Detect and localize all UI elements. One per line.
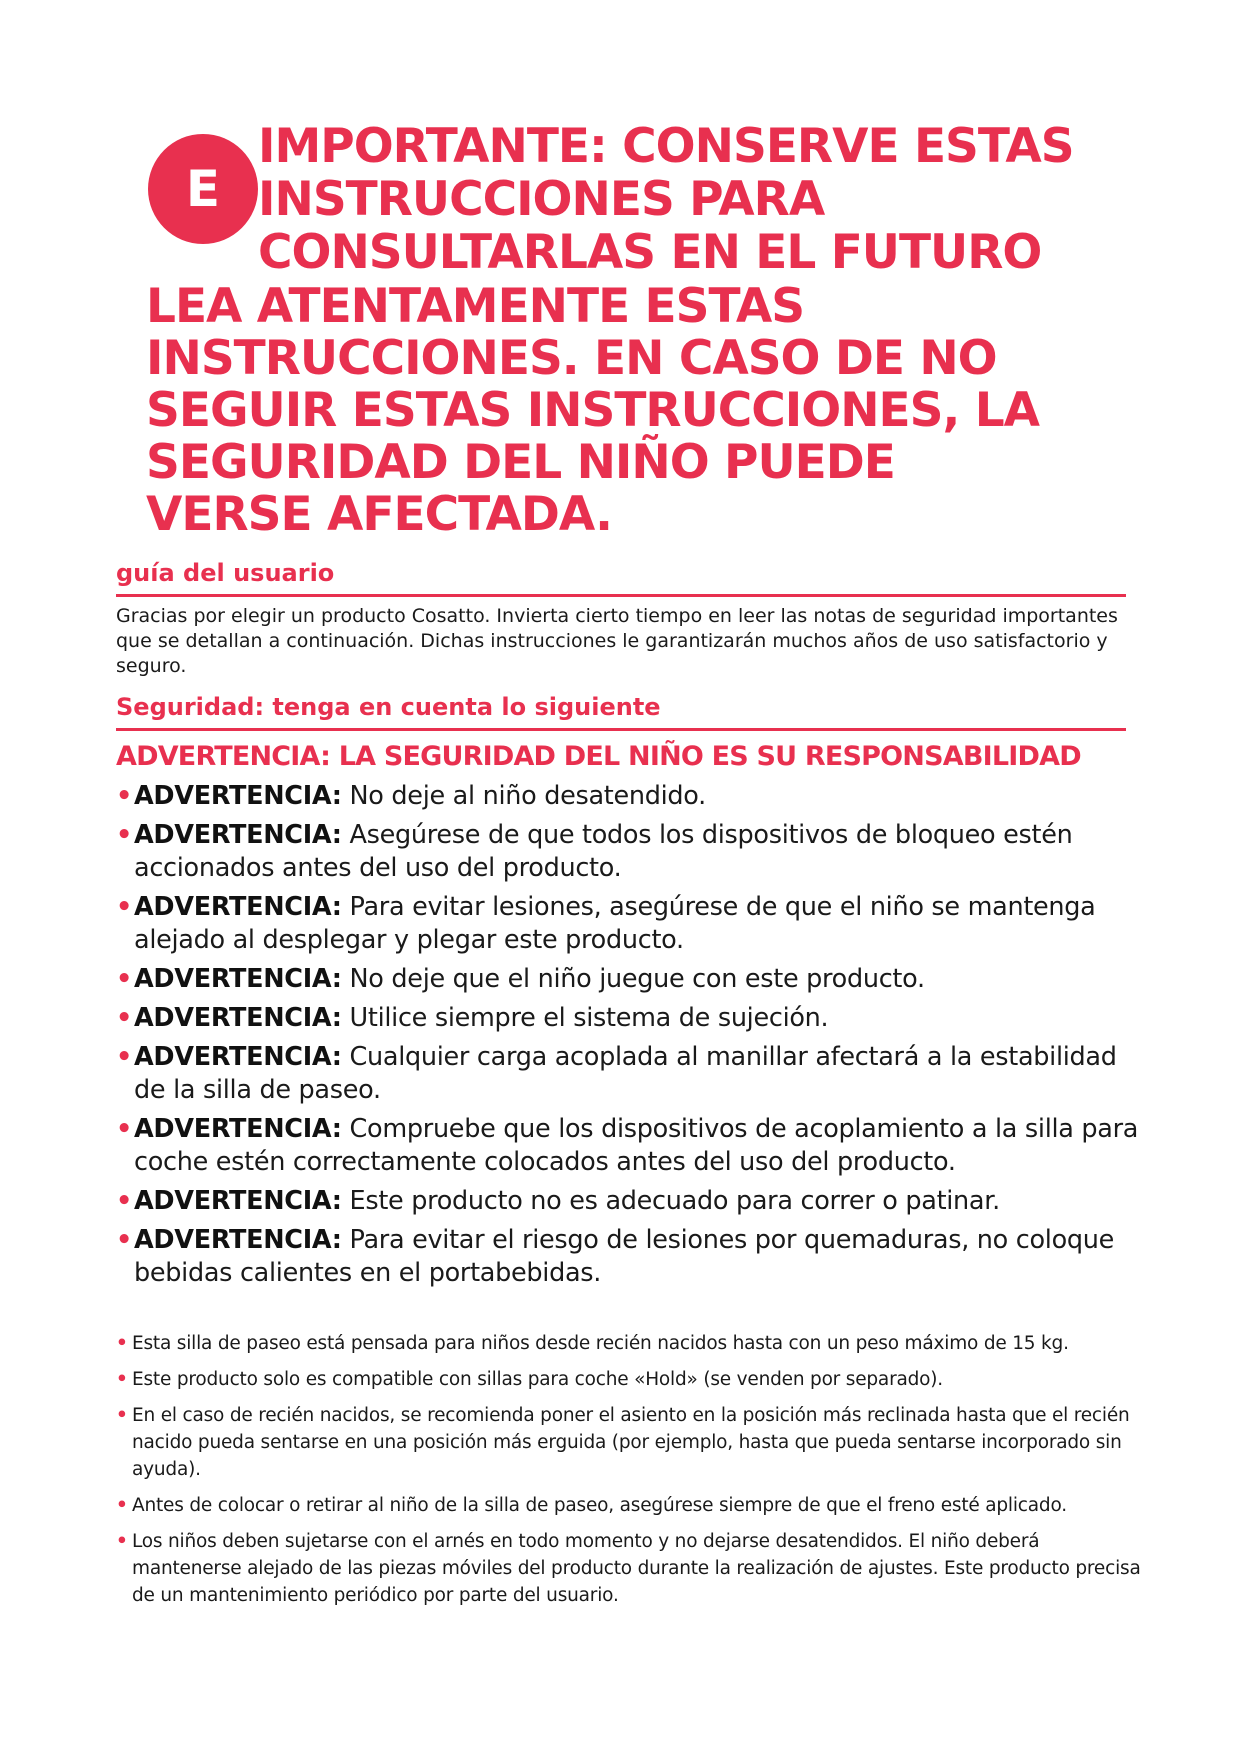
warning-item bbox=[116, 891, 1146, 957]
warning-text: Para evitar lesiones, asegúrese de que el niño se mantenga alejado al desplegar y plegar este producto. bbox=[134, 892, 1096, 955]
warning-item bbox=[116, 819, 1146, 885]
warning-item bbox=[116, 1002, 1146, 1035]
warning-label: ADVERTENCIA: bbox=[134, 964, 342, 994]
bullet-icon: • bbox=[116, 1333, 128, 1354]
warning-item bbox=[116, 1224, 1146, 1290]
note-text: Este producto solo es compatible con sillas para coche «Hold» (se venden por separado). bbox=[132, 1369, 943, 1390]
note-item bbox=[116, 1402, 1146, 1483]
bullet-icon: • bbox=[116, 1114, 132, 1144]
bullet-icon: • bbox=[116, 1003, 132, 1033]
bullet-icon: • bbox=[116, 892, 132, 922]
title-line: INSTRUCCIONES PARA bbox=[258, 172, 825, 227]
notice-line: VERSE AFECTADA. bbox=[146, 487, 612, 542]
warning-text: Utilice siempre el sistema de sujeción. bbox=[349, 1003, 829, 1033]
bullet-icon: • bbox=[116, 964, 132, 994]
warning-text: Este producto no es adecuado para correr o patinar. bbox=[349, 1186, 1000, 1216]
warning-text: No deje al niño desatendido. bbox=[349, 781, 706, 811]
note-text: En el caso de recién nacidos, se recomienda poner el asiento en la posición más reclinada hasta que el recién nacido pueda sentarse en una posición más erguida (por ejemplo, hasta que pueda sentarse incorporado sin ayuda). bbox=[132, 1405, 1130, 1480]
notes-list bbox=[116, 1330, 1146, 1618]
bullet-icon: • bbox=[116, 1042, 132, 1072]
note-text: Los niños deben sujetarse con el arnés en todo momento y no dejarse desatendidos. El niño deberá mantenerse alejado de las piezas móviles del producto durante la realización de ajustes. Este producto precisa de un mantenimiento periódico por parte del usuario. bbox=[132, 1531, 1141, 1606]
bullet-icon: • bbox=[116, 1369, 128, 1390]
safety-heading: Seguridad: tenga en cuenta lo siguiente bbox=[116, 692, 1126, 731]
warning-item bbox=[116, 1041, 1146, 1107]
bullet-icon: • bbox=[116, 1531, 128, 1552]
bullet-icon: • bbox=[116, 1186, 132, 1216]
warning-label: ADVERTENCIA: bbox=[134, 781, 342, 811]
language-badge bbox=[148, 134, 258, 244]
notice-line: LEA ATENTAMENTE ESTAS bbox=[146, 279, 805, 334]
warning-label: ADVERTENCIA: bbox=[134, 892, 342, 922]
warning-label: ADVERTENCIA: bbox=[134, 1225, 342, 1255]
warnings-list bbox=[116, 780, 1146, 1296]
intro-paragraph: Gracias por elegir un producto Cosatto. Invierta cierto tiempo en leer las notas de seguridad importantes que se detallan a continuación. Dichas instrucciones le garantizarán muchos años de uso satisfactorio y seguro. bbox=[116, 605, 1118, 677]
bullet-icon: • bbox=[116, 1225, 132, 1255]
warning-text: Compruebe que los dispositivos de acoplamiento a la silla para coche estén correctamente colocados antes del uso del producto. bbox=[134, 1114, 1139, 1177]
note-text: Antes de colocar o retirar al niño de la silla de paseo, asegúrese siempre de que el freno esté aplicado. bbox=[132, 1495, 1067, 1516]
warning-text: Para evitar el riesgo de lesiones por quemaduras, no coloque bebidas calientes en el portabebidas. bbox=[134, 1225, 1115, 1288]
note-text: Esta silla de paseo está pensada para niños desde recién nacidos hasta con un peso máximo de 15 kg. bbox=[132, 1333, 1069, 1354]
page-title bbox=[258, 120, 1158, 279]
warning-text: Cualquier carga acoplada al manillar afectará a la estabilidad de la silla de paseo. bbox=[134, 1042, 1117, 1105]
warning-item bbox=[116, 963, 1146, 996]
language-badge-letter: E bbox=[185, 160, 221, 218]
notice-line: INSTRUCCIONES. EN CASO DE NO bbox=[146, 331, 997, 386]
warning-item bbox=[116, 1185, 1146, 1218]
title-line: IMPORTANTE: CONSERVE ESTAS bbox=[258, 119, 1074, 174]
warning-item bbox=[116, 780, 1146, 813]
warning-label: ADVERTENCIA: bbox=[134, 1042, 342, 1072]
warning-item bbox=[116, 1113, 1146, 1179]
note-item bbox=[116, 1330, 1146, 1357]
note-item bbox=[116, 1492, 1146, 1519]
bullet-icon: • bbox=[116, 820, 132, 850]
bullet-icon: • bbox=[116, 1495, 128, 1516]
warning-label: ADVERTENCIA: bbox=[134, 1114, 342, 1144]
warning-label: ADVERTENCIA: bbox=[134, 1003, 342, 1033]
user-guide-heading: guía del usuario bbox=[116, 558, 1126, 597]
bullet-icon: • bbox=[116, 781, 132, 811]
note-item bbox=[116, 1366, 1146, 1393]
warning-label: ADVERTENCIA: bbox=[134, 820, 342, 850]
warning-label: ADVERTENCIA: bbox=[134, 1186, 342, 1216]
warning-text: Asegúrese de que todos los dispositivos de bloqueo estén accionados antes del uso del producto. bbox=[134, 820, 1073, 883]
notice-line: SEGURIDAD DEL NIÑO PUEDE bbox=[146, 435, 895, 490]
read-carefully-notice bbox=[146, 281, 1146, 541]
notice-line: SEGUIR ESTAS INSTRUCCIONES, LA bbox=[146, 383, 1040, 438]
warning-heading: ADVERTENCIA: LA SEGURIDAD DEL NIÑO ES SU RESPONSABILIDAD bbox=[116, 741, 1081, 772]
note-item bbox=[116, 1528, 1146, 1609]
title-line: CONSULTARLAS EN EL FUTURO bbox=[258, 225, 1042, 280]
bullet-icon: • bbox=[116, 1405, 128, 1426]
warning-text: No deje que el niño juegue con este producto. bbox=[349, 964, 925, 994]
